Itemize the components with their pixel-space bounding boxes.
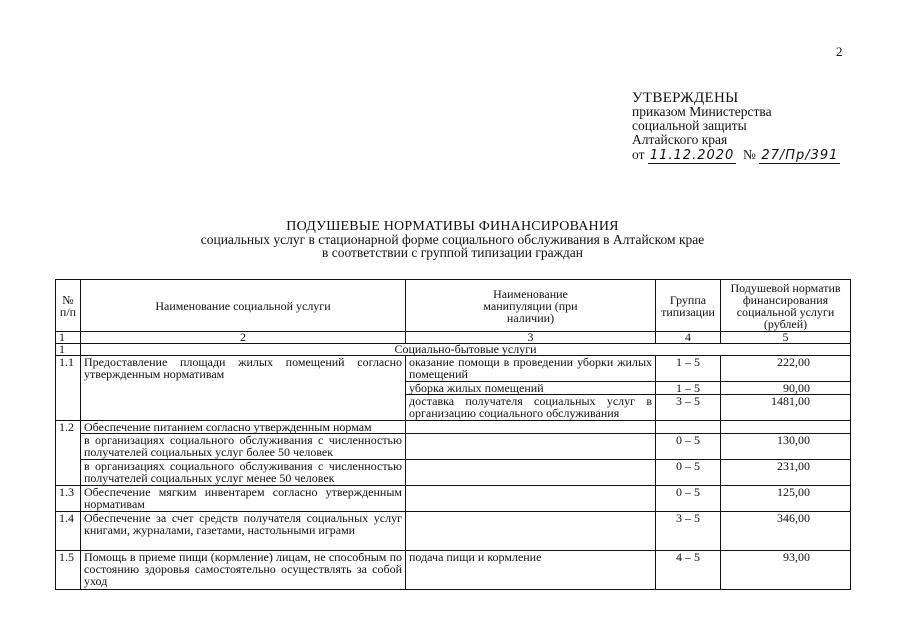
approval-line-2: социальной защиты (632, 118, 747, 133)
manipulation-empty (406, 434, 656, 460)
table-row (56, 421, 851, 434)
norms-table (55, 279, 851, 590)
row-num: 1.1 (56, 356, 81, 421)
table-row (56, 551, 851, 590)
group-range: 1 – 5 (656, 382, 721, 395)
table-row (56, 486, 851, 512)
price-value: 93,00 (721, 551, 851, 590)
service-name: Обеспечение мягким инвентарем согласно утвержденным нормативам (81, 486, 406, 512)
approval-date: 11.12.2020 (649, 148, 735, 163)
table-header-row (56, 280, 851, 332)
price-value: 125,00 (721, 486, 851, 512)
manipulation-empty (406, 460, 656, 486)
manipulation-name (406, 486, 656, 512)
approval-number: 27/Пр/391 (761, 148, 839, 163)
group-range: 0 – 5 (656, 460, 721, 486)
table-row (56, 356, 851, 382)
index-cell: 4 (656, 332, 721, 344)
group-range: 3 – 5 (656, 512, 721, 551)
section-num: 1 (56, 344, 81, 356)
group-range: 1 – 5 (656, 356, 721, 382)
manipulation-empty (406, 421, 656, 434)
header-manipulation: Наименование манипуляции (при наличии) (406, 280, 656, 332)
manipulation-name (406, 512, 656, 551)
section-title: Социально-бытовые услуги (81, 344, 851, 356)
row-num: 1.5 (56, 551, 81, 590)
index-cell: 3 (406, 332, 656, 344)
group-range: 0 – 5 (656, 434, 721, 460)
manipulation-name: оказание помощи в проведении уборки жилых помещений (406, 356, 656, 382)
price-empty (721, 421, 851, 434)
sub-service-name: в организациях социального обслуживания с численностью получателей социальных услуг менее 50 человек (81, 460, 406, 486)
price-value: 130,00 (721, 434, 851, 460)
group-range: 3 – 5 (656, 395, 721, 421)
price-value: 231,00 (721, 460, 851, 486)
price-value: 90,00 (721, 382, 851, 395)
header-price: Подушевой норматив финансирования социальной услуги (рублей) (721, 280, 851, 332)
service-name: Помощь в приеме пищи (кормление) лицам, не способным по состоянию здоровья самостоятельно осуществлять за собой уход (81, 551, 406, 590)
price-value: 222,00 (721, 356, 851, 382)
manipulation-name: доставка получателя социальных услуг в организацию социального обслуживания (406, 395, 656, 421)
date-prefix: от (632, 147, 645, 162)
title-line-1: ПОДУШЕВЫЕ НОРМАТИВЫ ФИНАНСИРОВАНИЯ (286, 219, 619, 234)
document-title (0, 220, 905, 259)
table-row (56, 434, 851, 460)
number-prefix: № (743, 147, 756, 162)
row-num: 1.4 (56, 512, 81, 551)
sub-service-name: в организациях социального обслуживания с численностью получателей социальных услуг более 50 человек (81, 434, 406, 460)
approval-heading: УТВЕРЖДЕНЫ (632, 90, 739, 106)
index-cell: 2 (81, 332, 406, 344)
section-row (56, 344, 851, 356)
service-name: Обеспечение питанием согласно утвержденным нормам (81, 421, 406, 434)
table-row (56, 512, 851, 551)
approval-stamp (632, 91, 882, 163)
index-cell: 5 (721, 332, 851, 344)
group-range: 4 – 5 (656, 551, 721, 590)
group-empty (656, 421, 721, 434)
manipulation-name: подача пищи и кормление (406, 551, 656, 590)
group-range: 0 – 5 (656, 486, 721, 512)
row-num: 1.2 (56, 421, 81, 486)
manipulation-name: уборка жилых помещений (406, 382, 656, 395)
index-cell: 1 (56, 332, 81, 344)
service-name: Обеспечение за счет средств получателя социальных услуг книгами, журналами, газетами, настольными играми (81, 512, 406, 551)
price-value: 346,00 (721, 512, 851, 551)
approval-date-line (632, 148, 882, 163)
table-row (56, 460, 851, 486)
header-num: № п/п (56, 280, 81, 332)
header-service-name: Наименование социальной услуги (81, 280, 406, 332)
header-group: Группа типизации (656, 280, 721, 332)
approval-line-1: приказом Министерства (632, 104, 772, 119)
service-name: Предоставление площади жилых помещений согласно утвержденным нормативам (81, 356, 406, 421)
row-num: 1.3 (56, 486, 81, 512)
title-line-3: в соответствии с группой типизации граждан (321, 245, 584, 260)
page-number: 2 (836, 44, 843, 59)
approval-line-3: Алтайского края (632, 132, 728, 147)
title-line-2: социальных услуг в стационарной форме социального обслуживания в Алтайском крае (200, 232, 705, 247)
price-value: 1481,00 (721, 395, 851, 421)
